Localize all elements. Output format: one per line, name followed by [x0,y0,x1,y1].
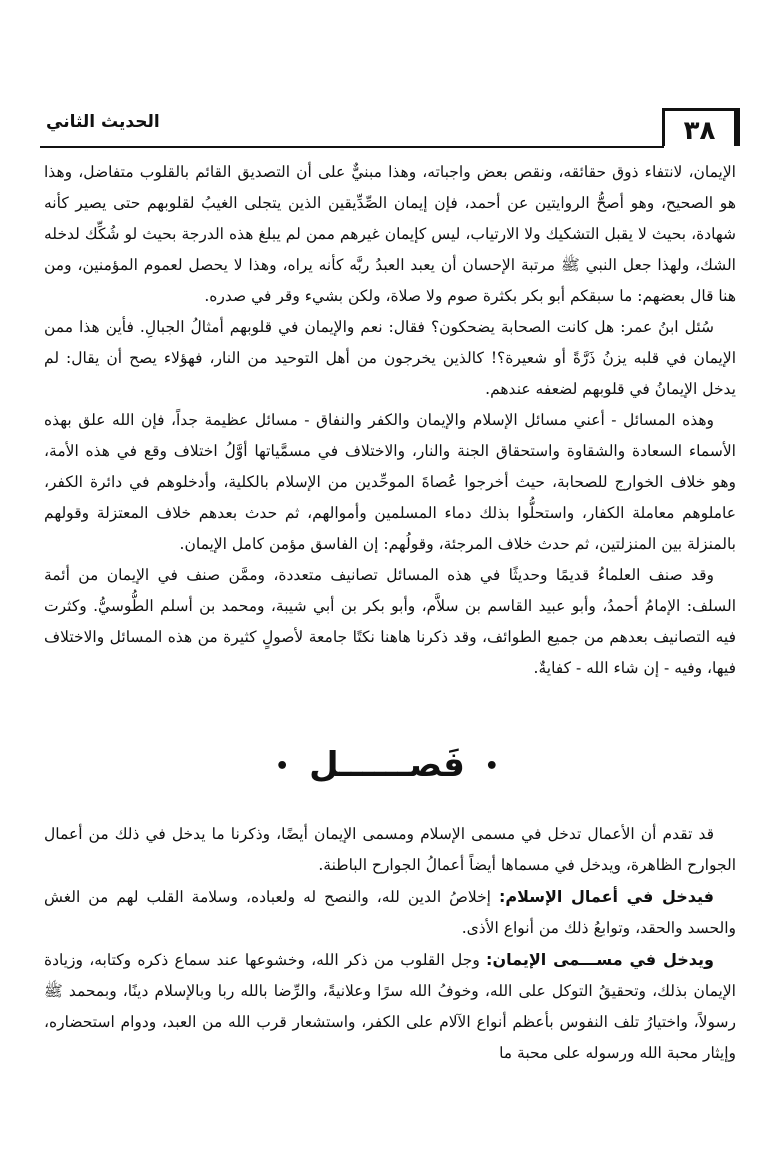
paragraph [44,818,736,881]
section-title: فَصــــــل [309,745,465,785]
paragraph: وقد صنف العلماءُ قديمًا وحديثًا في هذه المسائل تصانيف متعددة، وممَّن صنف في الإيمان من أئمة السلف: الإمامُ أحمدُ، وأبو عبيد القاسم بن سلاَّم، وأبو بكر بن أبي شيبة، ومحمد بن أسلم الطُّوسيُّ. وكثرت فيه التصانيف بعدهم من جميع الطوائف، وقد ذكرنا هاهنا نكتًا جامعة لأصولٍ كثيرة من هذه المسائل والاختلاف فيها، وفيه - إن شاء الله - كفايةٌ. [44,566,736,677]
paragraph: وهذه المسائل - أعني مسائل الإسلام والإيمان والكفر والنفاق - مسائل عظيمة جداً، فإن الله علق بهذه الأسماء السعادة والشقاوة واستحقاق الجنة والنار، والاختلاف في مسمَّياتها أوَّلُ اختلاف وقع في هذه الأمة، وهو خلاف الخوارج للصحابة، حيث أخرجوا عُصاةَ الموحِّدين من الإسلام بالكلية، وأدخلوهم في دائرة الكفر، عاملوهم معاملة الكفار، واستحلُّوا بذلك دماء المسلمين وأموالهم، ثم حدث بعدهم خلاف المعتزلة وقولهم بالمنزلة بين المنزلتين، ثم حدث خلاف المرجئة، وقولُهم: إن الفاسق مؤمن كامل الإيمان. [44,411,736,553]
paragraph-text: قد تقدم أن الأعمال تدخل في مسمى الإسلام ومسمى الإيمان أيضًا، وذكرنا ما يدخل في ذلك من أعمال الجوارح الظاهرة، ويدخل في مسماها أيضاً أعمالُ الجوارح الباطنة. [44,825,736,874]
paragraph-lead: فيدخل في أعمال الإسلام: [498,887,715,906]
paragraph: سُئل ابنُ عمر: هل كانت الصحابة يضحكون؟ فقال: نعم والإيمان في قلوبهم أمثالُ الجبالِ. فأين هذا ممن الإيمان في قلبه يزنُ ذَرَّةً أو شعيرة؟! كالذين يخرجون من أهل التوحيد من النار، فهؤلاء يصح أن يقال: لم يدخل الإيمانُ في قلوبهم لضعفه عندهم. [44,318,736,398]
bullet-dot: • [484,753,499,779]
section-heading [0,740,774,792]
paragraph [44,944,736,1069]
bullet-dot: • [275,753,290,779]
header-rule [40,146,664,148]
page-number: ٣٨ [662,108,740,146]
paragraph [44,881,736,944]
page-header [40,108,740,150]
paragraph-lead: ويدخل في مســـمى الإيمان: [486,950,714,969]
paragraph-text: وجل القلوب من ذكر الله، وخشوعها عند سماع ذكره وكتابه، وزيادة الإيمان بذلك، وتحقيقُ التوكل على الله، وخوفُ الله سرًا وعلانيةً، والرِّضا بالله ربا وبالإسلام دينًا، وبمحمد ﷺ رسولاً، واختيارُ تلف النفوس بأعظم أنواع الآلام على الكفر، واستشعار قرب الله من العبد، ودوام استحضاره، وإيثار محبة الله ورسوله على محبة ما [44,951,736,1062]
chapter-title: الحديث الثاني [46,112,160,132]
paragraph: الإيمان، لانتفاء ذوق حقائقه، ونقص بعض واجباته، وهذا مبنيٌّ على أن التصديق القائم بالقلوب متفاضل، وهذا هو الصحيح، وهو أصحُّ الروايتين عن أحمد، فإن إيمان الصِّدِّيقين الذين يتجلى الغيبُ لقلوبهم حتى يصير كأنه شهادة، بحيث لا يقبل التشكيك ولا الارتياب، ليس كإيمان غيرهم ممن لم يبلغ هذه الدرجة بحيث لو شُكِّك لدخله الشك، ولهذا جعل النبي ﷺ مرتبة الإحسان أن يعبد العبدُ ربَّه كأنه يراه، وهذا لا يحصل لعموم المؤمنين، ومن هنا قال بعضهم: ما سبقكم أبو بكر بكثرة صوم ولا صلاة، ولكن بشيء وقر في صدره. [44,163,736,305]
body-text-top [44,157,736,684]
paragraph-text: إخلاصُ الدين لله، والنصح له ولعباده، وسلامة القلب لهم من الغش والحسد والحقد، وتوابعُ ذلك من أنواع الأذى. [44,888,736,937]
body-text-bottom [44,818,736,1069]
